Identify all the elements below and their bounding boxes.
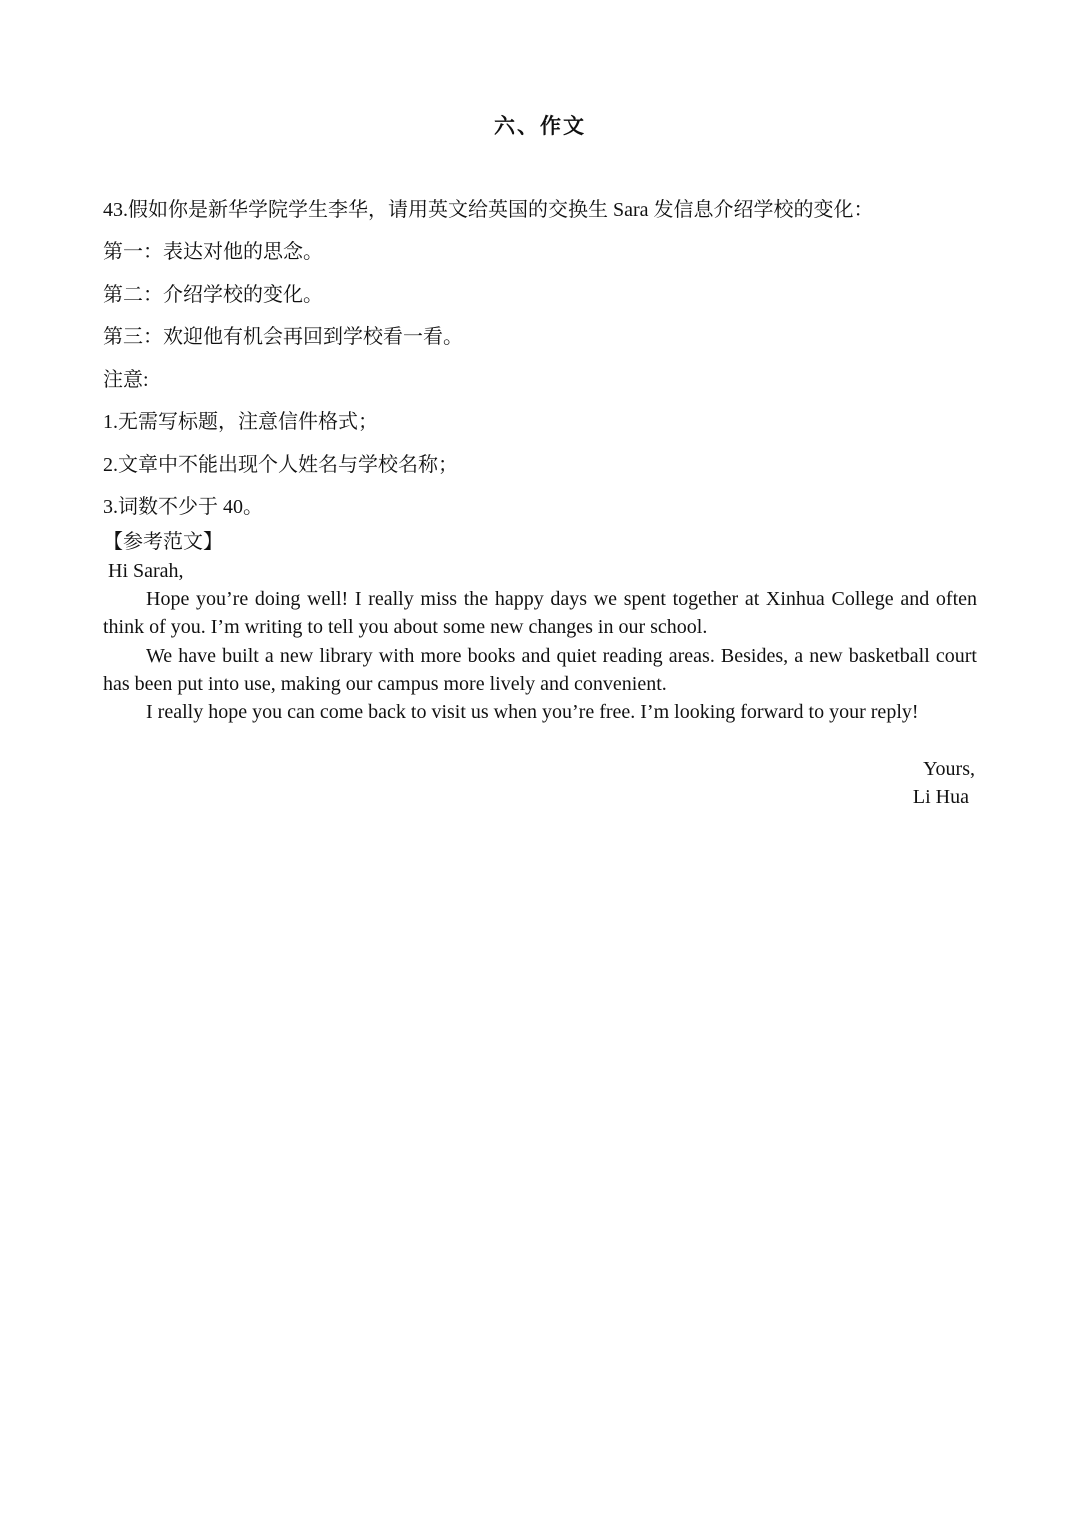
note-item-3: 3.词数不少于 40。 [103, 496, 263, 518]
note-item-2: 2.文章中不能出现个人姓名与学校名称； [103, 454, 458, 476]
letter-closing: Yours, [923, 758, 975, 780]
letter-paragraph-3: I really hope you can come back to visit us when you’re free. I’m looking forward to your reply! [146, 701, 919, 723]
letter-signature: Li Hua [912, 786, 969, 808]
requirement-point-2: 第二：介绍学校的变化。 [103, 284, 323, 306]
requirement-point-1: 第一：表达对他的思念。 [103, 241, 323, 263]
notes-label: 注意: [103, 369, 149, 391]
sample-essay-label: 【参考范文】 [103, 531, 223, 553]
requirement-point-3: 第三：欢迎他有机会再回到学校看一看。 [103, 326, 463, 348]
letter-paragraph-1: Hope you’re doing well! I really miss the happy days we spent together at Xinhua College and often think of you. I’m writing to tell you about some new changes in our school. [103, 588, 977, 639]
note-item-1: 1.无需写标题，注意信件格式； [103, 411, 378, 433]
section-title: 六、作文 [494, 114, 586, 138]
question-stem: 43.假如你是新华学院学生李华，请用英文给英国的交换生 Sara 发信息介绍学校的变化： [103, 199, 874, 221]
letter-greeting: Hi Sarah, [108, 560, 184, 582]
letter-paragraph-2: We have built a new library with more books and quiet reading areas. Besides, a new basketball court has been put into use, making our campus more lively and convenient. [103, 645, 977, 696]
